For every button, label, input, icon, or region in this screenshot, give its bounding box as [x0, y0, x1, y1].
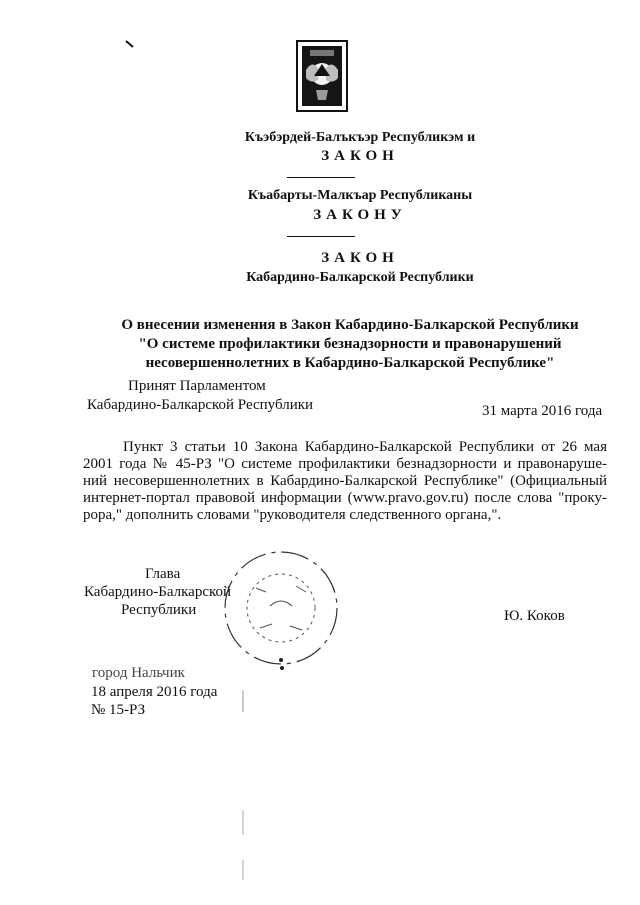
adoption-line-2: Кабардино-Балкарской Республики [87, 397, 314, 413]
header-zakon-ru: ЗАКОН [321, 250, 399, 266]
header-kbd-republic: Къэбэрдей-Балъкъэр Республикэм и [244, 130, 476, 145]
header-ru-republic: Кабардино-Балкарской Республики [246, 270, 474, 285]
header-krc-republic: Къабарты-Малкъар Республиканы [247, 188, 473, 203]
law-title-line-3: несовершеннолетних в Кабардино-Балкарской Республике" [145, 355, 555, 371]
divider-2 [287, 236, 355, 237]
footer-date: 18 апреля 2016 года [91, 684, 218, 700]
body-line-1: Пункт 3 статьи 10 Закона Кабардино-Балкарской Республики от 26 мая [123, 439, 607, 455]
law-title-line-1: О внесении изменения в Закон Кабардино-Балкарской Республики [121, 317, 579, 333]
footer-number: № 15-РЗ [91, 702, 146, 718]
body-line-2: 2001 года № 45-РЗ "О системе профилактики безнадзорности и правонаруше- [83, 456, 607, 472]
signature-title-line-3: Республики [121, 602, 197, 618]
divider-1 [287, 177, 355, 178]
header-zakon-kbd: ЗАКОН [321, 148, 399, 164]
adoption-line-1: Принят Парламентом [128, 378, 266, 394]
law-body-paragraph [83, 439, 607, 524]
law-title-line-2: "О системе профилактики безнадзорности и правонарушений [138, 336, 562, 352]
header-zakonu-krc: ЗАКОНУ [313, 207, 407, 223]
body-line-3: ний несовершеннолетних в Кабардино-Балкарской Республике" (Официальный [83, 473, 607, 489]
law-title [60, 316, 640, 373]
signature-title-line-2: Кабардино-Балкарской [84, 584, 232, 600]
signature-title-line-1: Глава [145, 566, 181, 582]
body-line-4: интернет-портал правовой информации (www.pravo.gov.ru) после слова "проку- [83, 490, 607, 506]
scan-artifact-line [240, 690, 246, 895]
body-line-5: рора," дополнить словами "руководителя следственного органа,". [83, 507, 502, 523]
signatory-name: Ю. Коков [504, 608, 565, 624]
official-stamp [216, 548, 346, 683]
scan-mark [125, 36, 135, 54]
adoption-date: 31 марта 2016 года [482, 403, 603, 419]
coat-of-arms-emblem [296, 40, 348, 112]
footer-city: город Нальчик [92, 665, 185, 681]
